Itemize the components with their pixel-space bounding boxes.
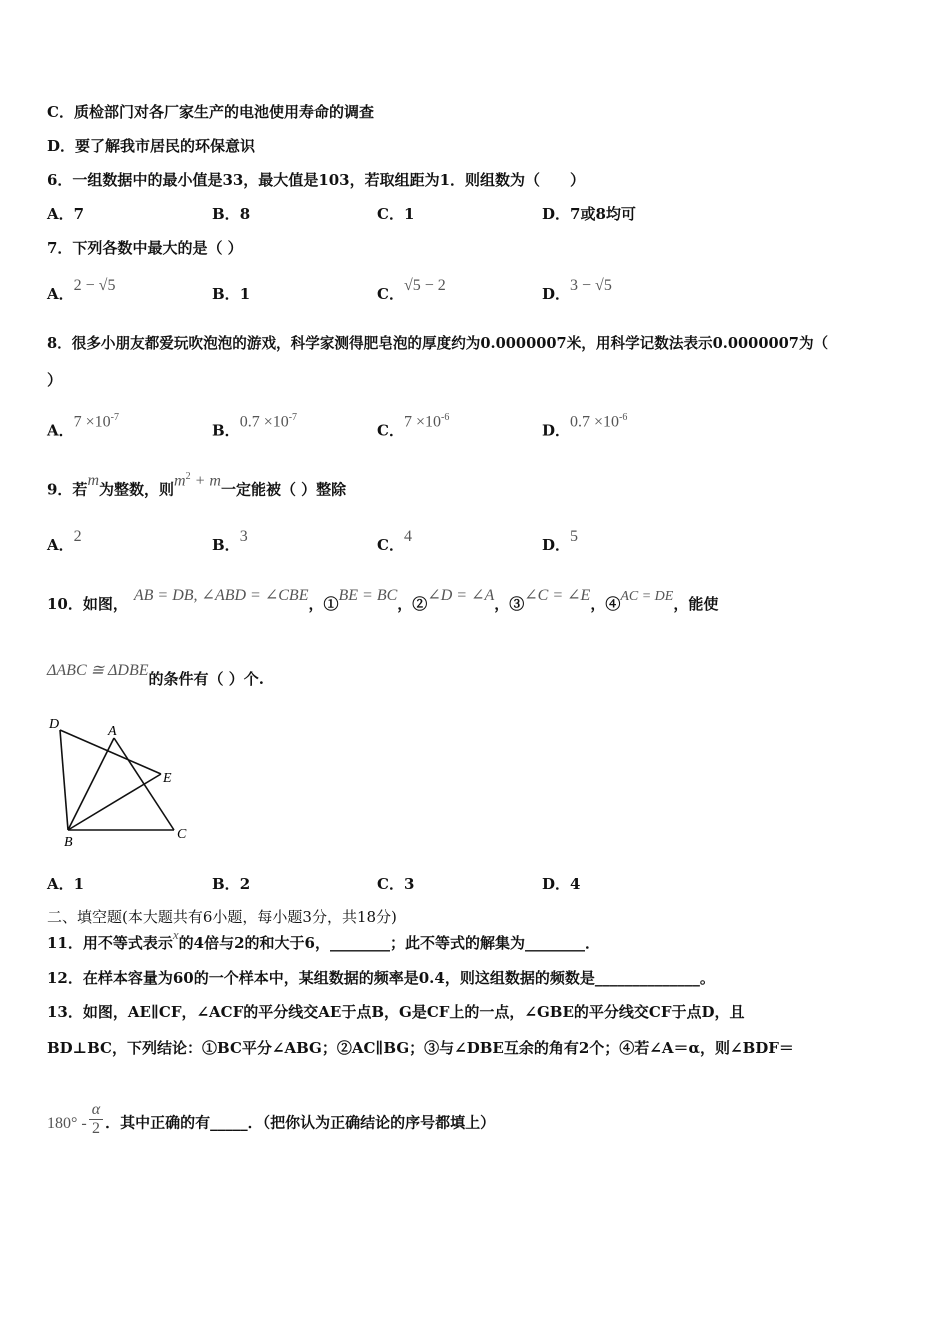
question-7: 7．下列各数中最大的是（ ） <box>47 239 243 257</box>
fraction-alpha-over-2: $\frac{\alpha}{2}$ <box>89 1101 103 1138</box>
q10-option-d: D．4 <box>542 875 581 893</box>
question-9: 9．若m为整数，则$m^2 + m$一定能被（ ）整除 <box>47 471 347 499</box>
q6-option-b: B．8 <box>212 205 251 223</box>
question-8-cont: ） <box>47 371 63 389</box>
q8-option-a: A．$7 \times 10^{-7}$ <box>47 412 120 440</box>
question-13: 13．如图，AE∥CF，∠ACF的平分线交AE于点B，G是CF上的一点，∠GBE的平分线交CF于点D，且 <box>47 1003 745 1021</box>
q9-option-b: B．3 <box>212 528 248 554</box>
q10-option-b: B．2 <box>212 875 251 893</box>
segment-db <box>60 730 68 830</box>
question-11: 11．用不等式表示x的4倍与2的和大于6，________；此不等式的解集为________． <box>47 927 600 952</box>
q10-option-c: C．3 <box>377 875 415 893</box>
question-10-cont: ΔABC ≅ ΔDBE的条件有（ ）个. <box>47 662 264 688</box>
label-b: B <box>64 835 73 850</box>
q9-option-a: A．2 <box>47 528 82 554</box>
label-c: C <box>177 827 187 842</box>
question-13-cont: BD⊥BC，下列结论：①BC平分∠ABG；②AC∥BG；③与∠DBE互余的角有2个；④若∠A＝α，则∠BDF＝ <box>47 1039 794 1057</box>
q7-option-d: D．3 − √5 <box>542 277 612 303</box>
q9-option-d: D．5 <box>542 528 579 554</box>
section-2-heading: 二、填空题(本大题共有6小题，每小题3分，共18分) <box>47 908 397 926</box>
q6-option-a: A．7 <box>47 205 85 223</box>
question-6: 6．一组数据中的最小值是33，最大值是103，若取组距为1．则组数为（ ） <box>47 171 586 189</box>
question-12: 12．在样本容量为60的一个样本中，某组数据的频率是0.4，则这组数据的频数是______________。 <box>47 969 715 987</box>
option-c-prev: C．质检部门对各厂家生产的电池使用寿命的调查 <box>47 103 374 121</box>
q9-option-c: C．4 <box>377 528 412 554</box>
q6-option-d: D．7或8均可 <box>542 205 636 223</box>
q8-option-c: C．$7 \times 10^{-6}$ <box>377 412 450 440</box>
triangle-figure <box>44 712 204 852</box>
option-d-prev: D．要了解我市居民的环保意识 <box>47 137 256 155</box>
label-e: E <box>163 771 172 786</box>
label-a: A <box>108 724 117 739</box>
question-10: 10．如图， AB = DB, ∠ABD = ∠CBE，①BE = BC，②∠D = ∠A，③∠C = ∠E，④AC = DE，能使 <box>47 587 719 613</box>
q8-option-b: B．$0.7 \times 10^{-7}$ <box>212 412 298 440</box>
q7-option-a: A．2 − √5 <box>47 277 116 303</box>
question-13-tail: 180° - $\frac{\alpha}{2}$ ．其中正确的有_____．（把你认为正确结论的序号都填上） <box>47 1101 496 1137</box>
q7-option-b: B．1 <box>212 285 251 303</box>
q6-option-c: C．1 <box>377 205 415 223</box>
question-8: 8．很多小朋友都爱玩吹泡泡的游戏，科学家测得肥皂泡的厚度约为0.0000007米，用科学记数法表示0.0000007为（ <box>47 335 829 352</box>
label-d: D <box>49 717 60 732</box>
q7-option-c: C．√5 − 2 <box>377 277 446 303</box>
q8-option-d: D．$0.7 \times 10^{-6}$ <box>542 412 628 440</box>
q10-option-a: A．1 <box>47 875 85 893</box>
